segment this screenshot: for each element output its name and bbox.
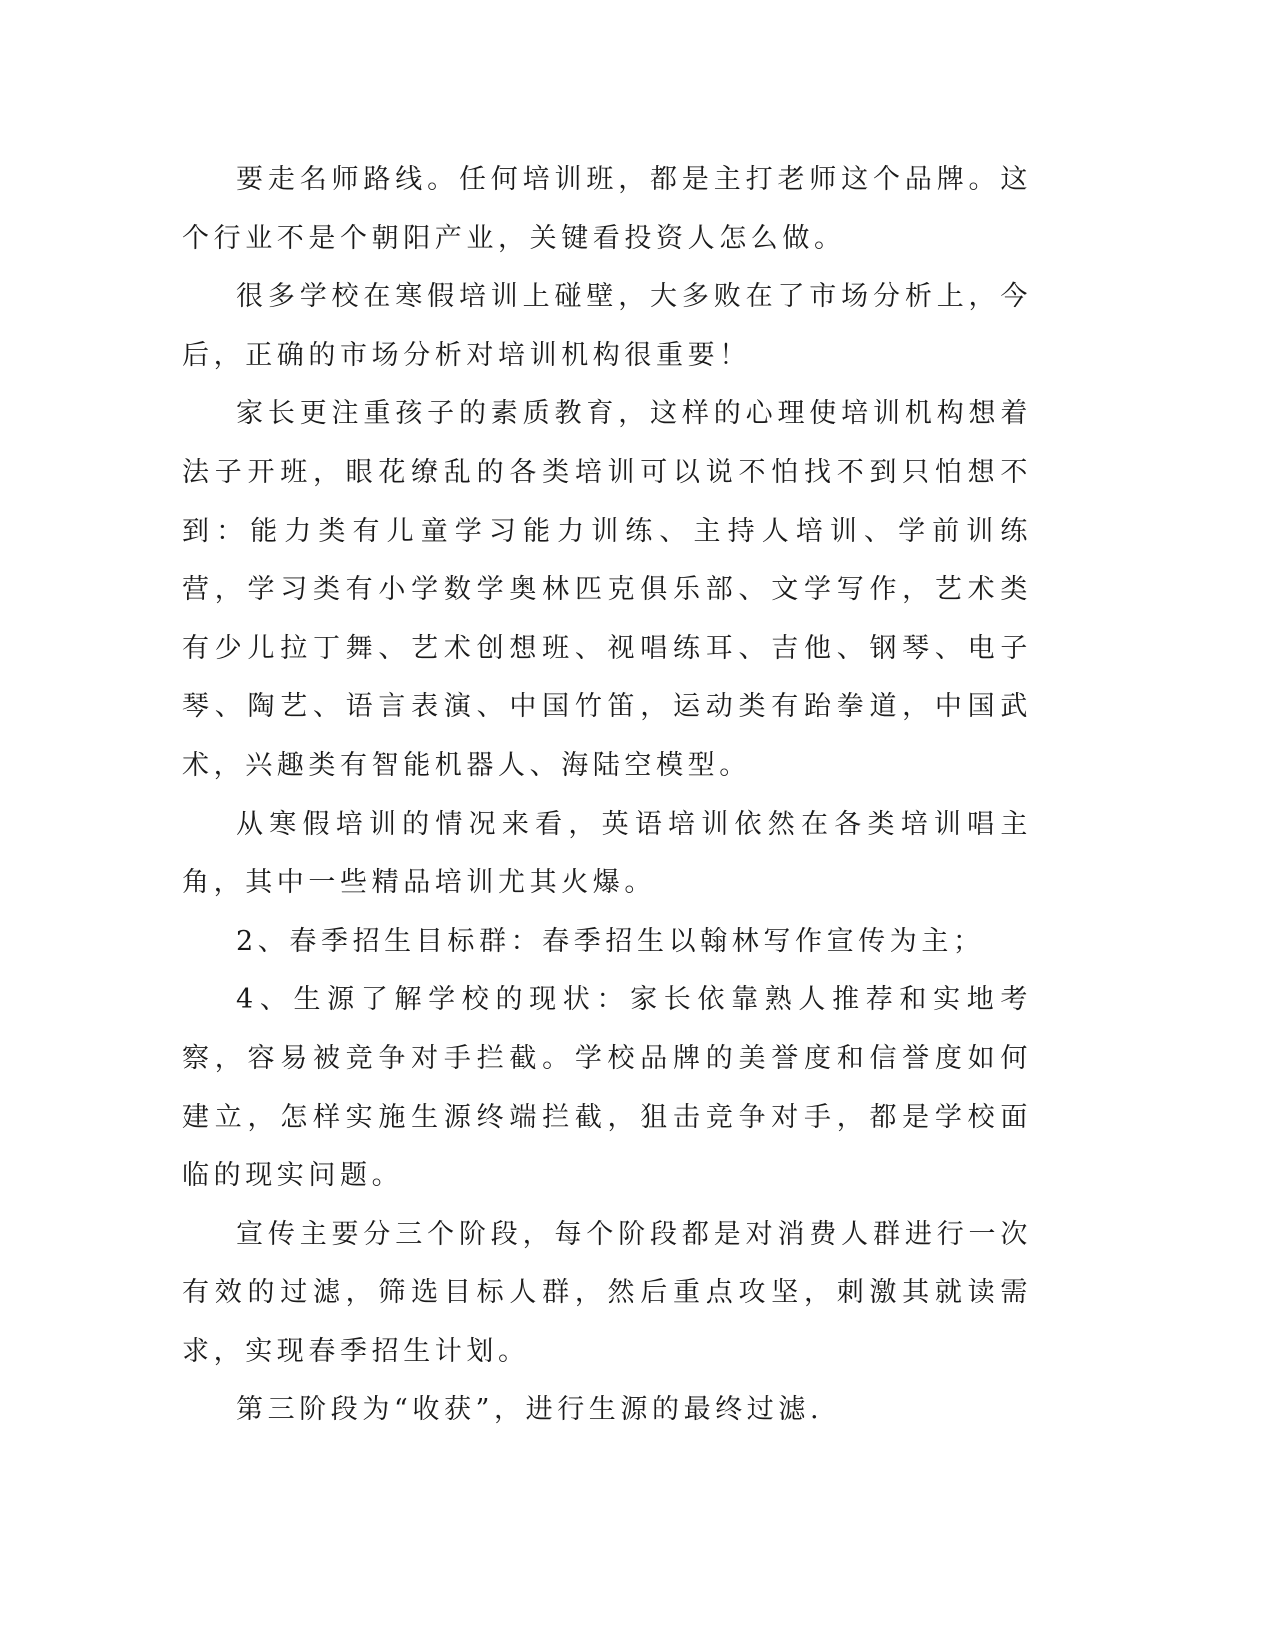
paragraph-6: 4、生源了解学校的现状：家长依靠熟人推荐和实地考察，容易被竞争对手拦截。学校品牌的美誉度和信誉度如何建立，怎样实施生源终端拦截，狙击竞争对手，都是学校面临的现实问题。 (182, 984, 1032, 1192)
paragraph-2: 很多学校在寒假培训上碰壁，大多败在了市场分析上，今后，正确的市场分析对培训机构很重要！ (182, 281, 1032, 371)
paragraph-8: 第三阶段为“收获”，进行生源的最终过滤. (236, 1394, 824, 1426)
paragraph-5: 2、春季招生目标群：春季招生以翰林写作宣传为主； (236, 925, 985, 957)
paragraph-7: 宣传主要分三个阶段，每个阶段都是对消费人群进行一次有效的过滤，筛选目标人群，然后重点攻坚，刺激其就读需求，实现春季招生计划。 (182, 1218, 1032, 1367)
paragraph-4: 从寒假培训的情况来看，英语培训依然在各类培训唱主角，其中一些精品培训尤其火爆。 (182, 808, 1032, 899)
paragraph-1: 要走名师路线。任何培训班，都是主打老师这个品牌。这个行业不是个朝阳产业，关键看投资人怎么做。 (182, 164, 1032, 254)
paragraph-3: 家长更注重孩子的素质教育，这样的心理使培训机构想着法子开班，眼花缭乱的各类培训可以说不怕找不到只怕想不到：能力类有儿童学习能力训练、主持人培训、学前训练营，学习类有小学数学奥林匹克俱乐部、文学写作，艺术类有少儿拉丁舞、艺术创想班、视唱练耳、吉他、钢琴、电子琴、陶艺、语言表演、中国竹笛，运动类有跆拳道，中国武术，兴趣类有智能机器人、海陆空模型。 (182, 398, 1032, 781)
document-body (182, 151, 1032, 1440)
